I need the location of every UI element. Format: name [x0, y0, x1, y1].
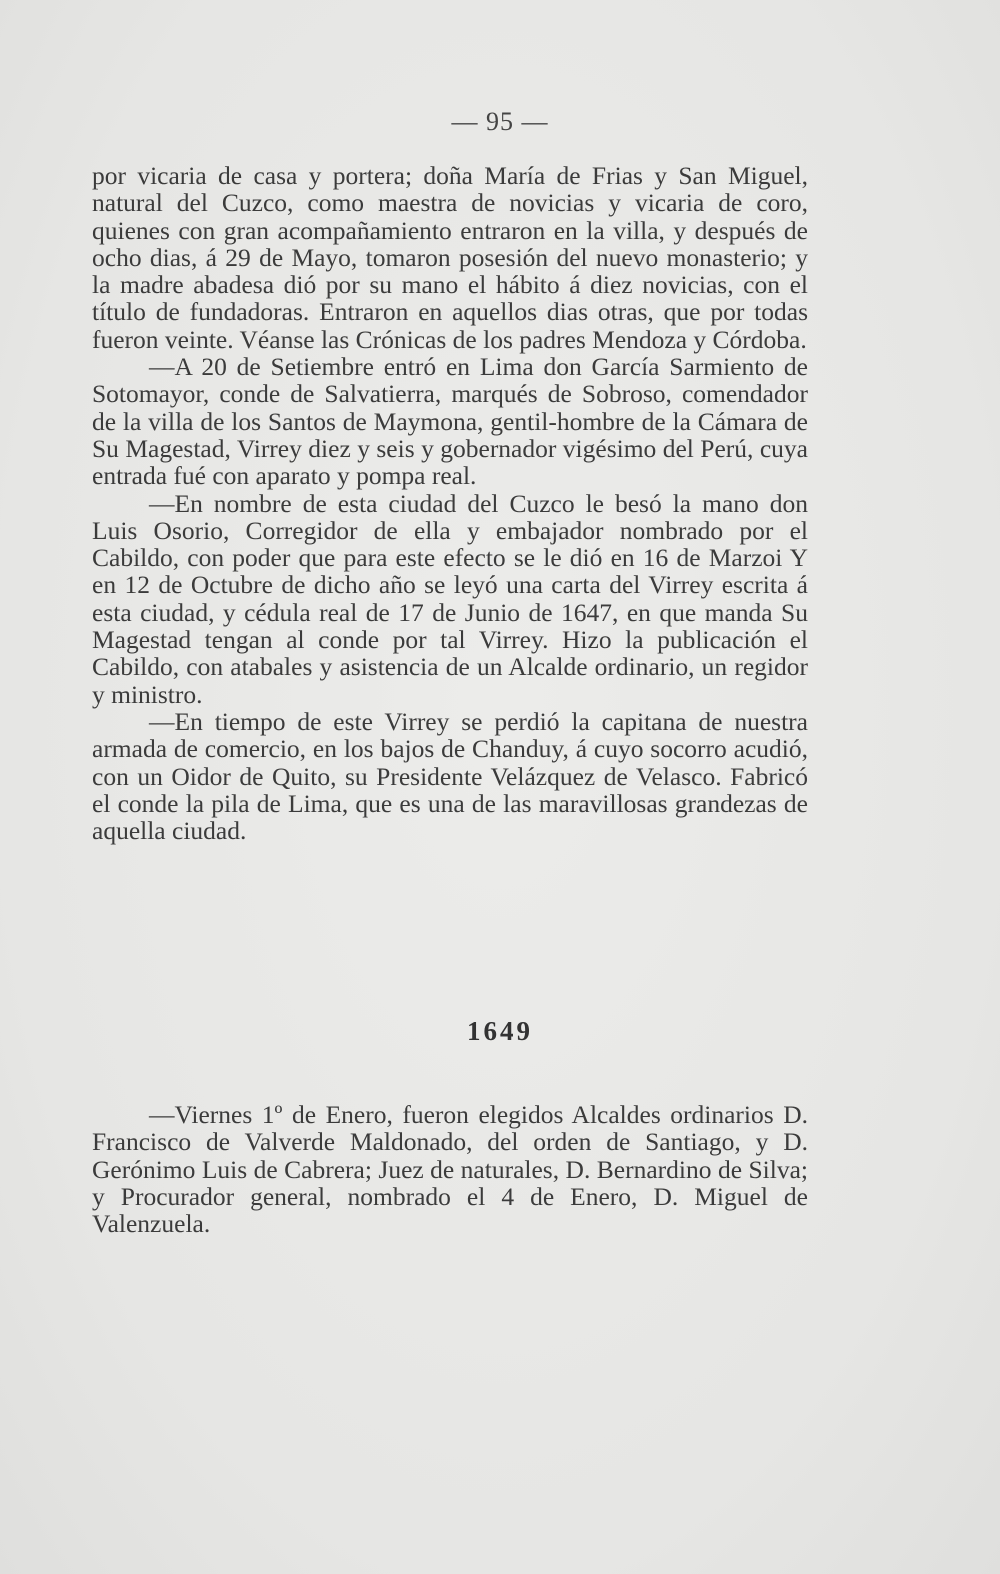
section-year-heading: 1649 [467, 1016, 533, 1046]
section-text [92, 1101, 808, 1237]
paragraph-cuzco-embassy: —En nombre de esta ciudad del Cuzco le besó la mano don Luis Osorio, Corregidor de ella y embajador nombrado por el Cabildo, con poder que para este efecto se le dió en 16 de Marzoi Y en 12 de Octubre de dicho año se leyó una carta del Virrey escrita á esta ciudad, y cédula real de 17 de Junio de 1647, en que manda Su Magestad tengan al conde por tal Virrey. Hizo la publicación el Cabildo, con atabales y asistencia de un Alcalde ordinario, un regidor y ministro. [92, 488, 808, 709]
page-number: — 95 — [451, 107, 549, 136]
paragraph-continuation: por vicaria de casa y portera; doña María de Frias y San Miguel, natural del Cuzco, como maestra de novicias y vicaria de coro, quienes con gran acompañamiento entraron en la villa, y después de ocho dias, á 29 de Mayo, tomaron posesión del nuevo monasterio; y la madre abadesa dió por su mano el hábito á diez novicias, con el título de fundadoras. Entraron en aquellos dias otras, que por todas fueron veinte. Véanse las Crónicas de los padres Mendoza y Córdoba. [92, 161, 808, 354]
paragraph-capitana-lost: —En tiempo de este Virrey se perdió la capitana de nuestra armada de comercio, en los bajos de Chanduy, á cuyo socorro acudió, con un Oidor de Quito, su Presidente Velázquez de Velasco. Fabricó el conde la pila de Lima, que es una de las maravillosas grandezas de aquella ciudad. [92, 706, 808, 846]
main-text [92, 162, 808, 844]
paragraph-virrey-entry: —A 20 de Setiembre entró en Lima don García Sarmiento de Sotomayor, conde de Salvatierra, marqués de Sobroso, comendador de la villa de los Santos de Maymona, gentil-hombre de la Cámara de Su Magestad, Virrey diez y seis y gobernador vigésimo del Perú, cuya entrada fué con aparato y pompa real. [92, 352, 808, 491]
paragraph-alcaldes-election: —Viernes 1º de Enero, fueron elegidos Alcaldes ordinarios D. Francisco de Valverde Maldonado, del orden de Santiago, y D. Gerónimo Luis de Cabrera; Juez de naturales, D. Bernardino de Silva; y Procurador general, nombrado el 4 de Enero, D. Miguel de Valenzuela. [92, 1100, 808, 1239]
